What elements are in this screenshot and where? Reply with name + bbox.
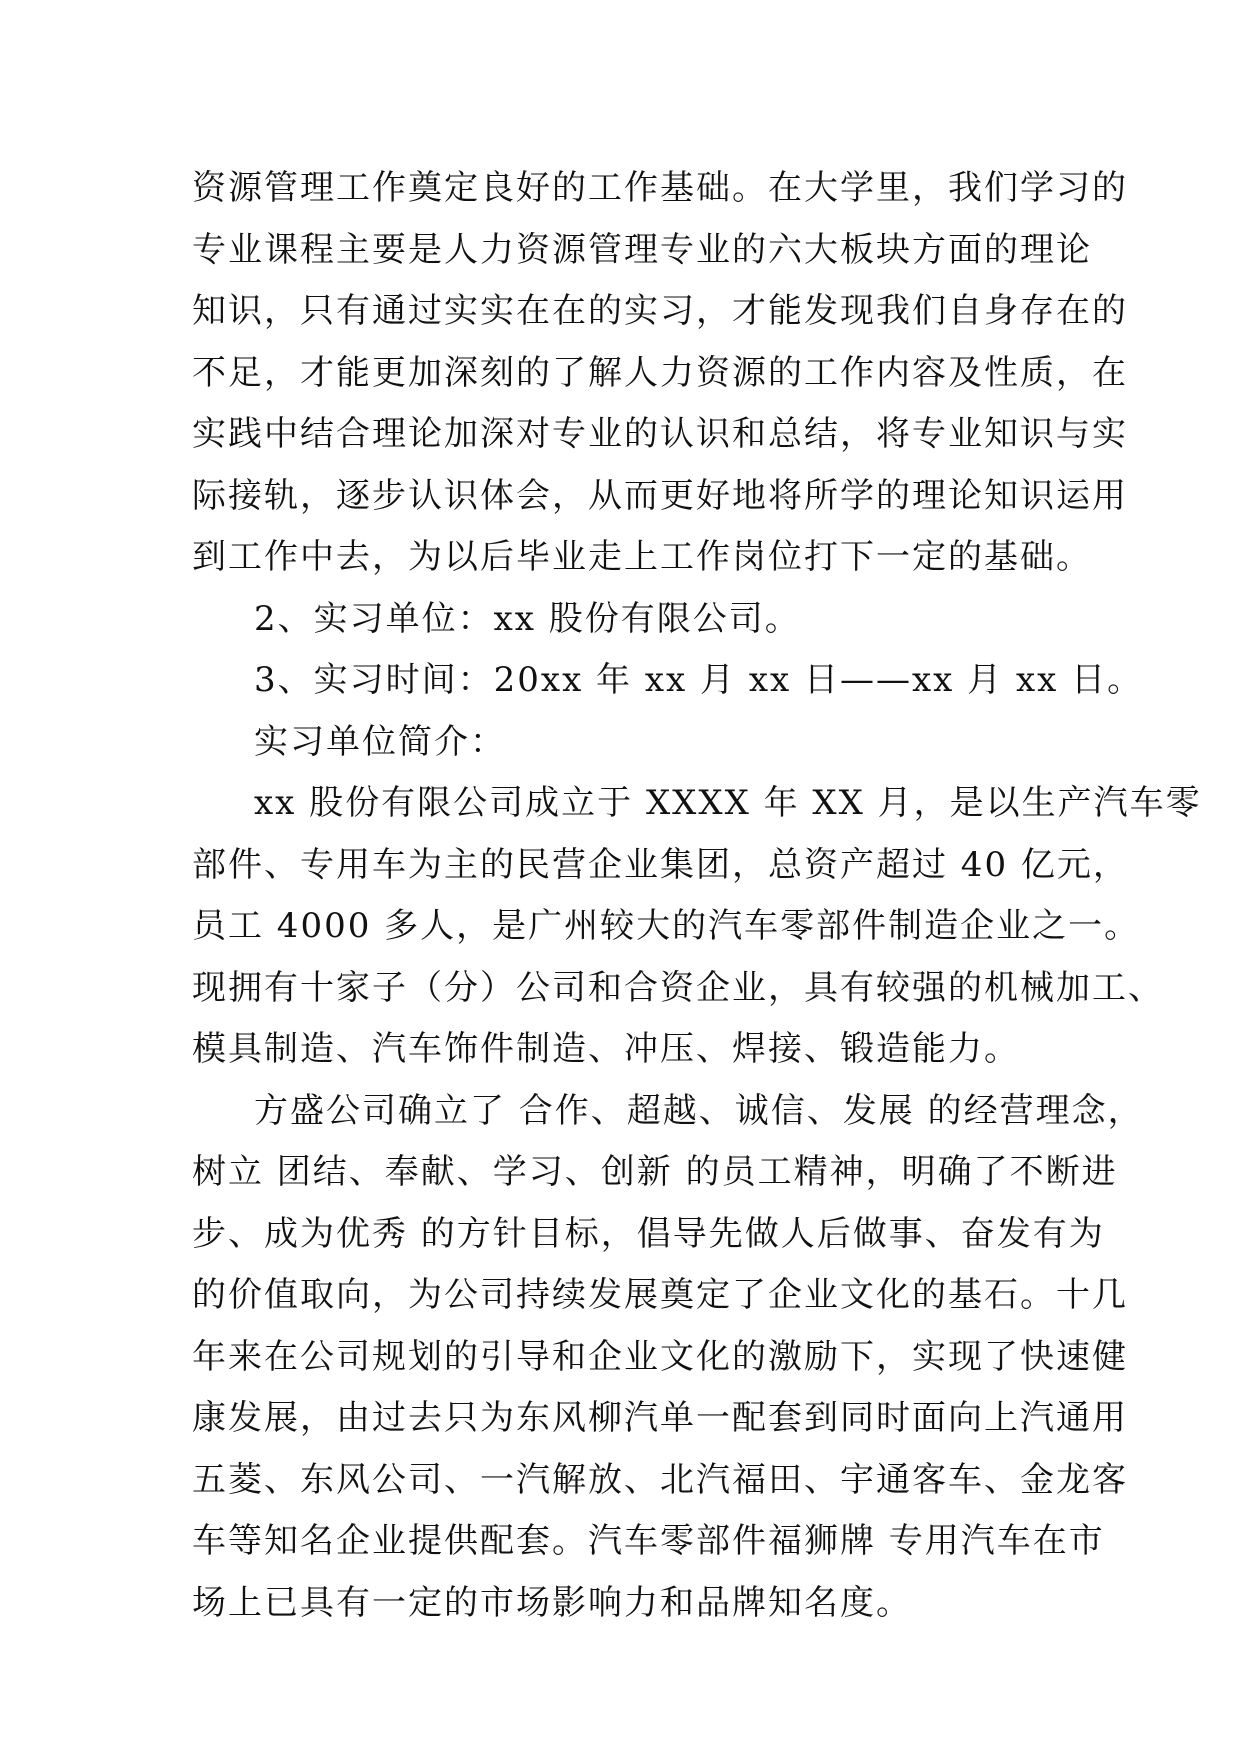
text-line: 方盛公司确立了 合作、超越、诚信、发展 的经营理念， [254, 1090, 1144, 1131]
text-line: 模具制造、汽车饰件制造、冲压、焊接、锻造能力。 [192, 1029, 1020, 1069]
text-line: 康发展，由过去只为东风柳汽单一配套到同时面向上汽通用 [192, 1398, 1128, 1438]
document-body [192, 158, 1202, 1634]
text-line: 车等知名企业提供配套。汽车零部件福狮牌 专用汽车在市 [192, 1521, 1105, 1561]
text-line: 际接轨，逐步认识体会，从而更好地将所学的理论知识运用 [192, 475, 1128, 516]
text-line: 树立 团结、奉献、学习、创新 的员工精神，明确了不断进 [192, 1152, 1118, 1192]
text-line: 专业课程主要是人力资源管理专业的六大板块方面的理论 [192, 229, 1092, 270]
text-line: 年来在公司规划的引导和企业文化的激励下，实现了快速健 [192, 1336, 1128, 1377]
text-line: 步、成为优秀 的方针目标，倡导先做人后做事、奋发有为 [192, 1213, 1105, 1254]
text-line: 实践中结合理论加深对专业的认识和总结，将专业知识与实 [192, 414, 1128, 454]
text-line: 2、实习单位：xx 股份有限公司。 [254, 598, 801, 639]
text-line: 资源管理工作奠定良好的工作基础。在大学里，我们学习的 [192, 168, 1128, 208]
text-line: 场上已具有一定的市场影响力和品牌知名度。 [192, 1582, 912, 1623]
section-heading: 实习单位简介： [254, 721, 506, 762]
text-line: 五菱、东风公司、一汽解放、北汽福田、宇通客车、金龙客 [192, 1459, 1128, 1500]
text-line: 3、实习时间：20xx 年 xx 月 xx 日——xx 月 xx 日。 [254, 660, 1144, 700]
text-line: 到工作中去，为以后毕业走上工作岗位打下一定的基础。 [192, 537, 1092, 577]
text-line: 员工 4000 多人，是广州较大的汽车零部件制造企业之一。 [192, 906, 1141, 946]
text-line: xx 股份有限公司成立于 XXXX 年 XX 月，是以生产汽车零 [254, 783, 1202, 823]
text-line: 知识，只有通过实实在在的实习，才能发现我们自身存在的 [192, 291, 1128, 331]
text-line: 不足，才能更加深刻的了解人力资源的工作内容及性质，在 [192, 352, 1128, 393]
text-line: 现拥有十家子（分）公司和合资企业，具有较强的机械加工、 [192, 967, 1164, 1008]
text-line: 部件、专用车为主的民营企业集团，总资产超过 40 亿元， [192, 844, 1129, 885]
text-line: 的价值取向，为公司持续发展奠定了企业文化的基石。十几 [192, 1275, 1128, 1315]
